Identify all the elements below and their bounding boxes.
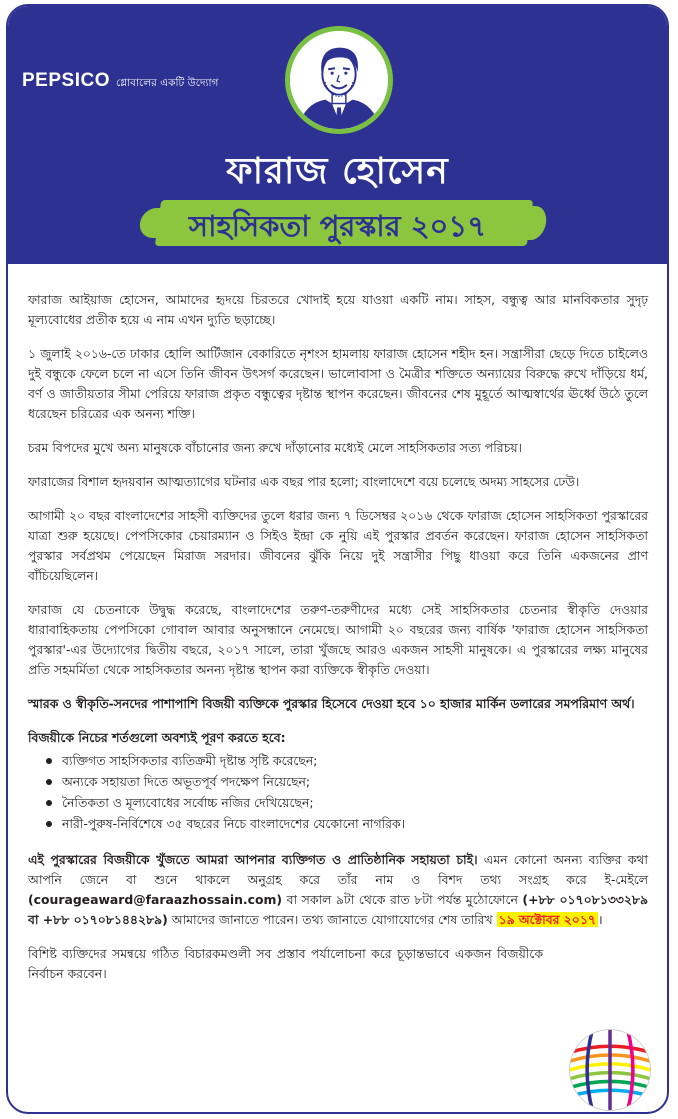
article-body xyxy=(28,290,648,998)
nomination-end: । xyxy=(597,912,603,927)
nomination-paragraph xyxy=(28,850,648,930)
faraaz-portrait-icon xyxy=(285,26,393,134)
pepsico-logo-text: PEPSICO xyxy=(22,70,110,91)
advertisement-frame xyxy=(6,4,669,1114)
story-paragraph: ১ জুলাই ২০১৬-তে ঢাকার হোলি আর্টিজান বেকারিতে নৃশংস হামলায় ফারাজ হোসেন শহীদ হন। সন্ত্রাসীরা ছেড়ে দিতে চাইলেও দুই বন্ধুকে ফেলে চলে না এসে তিনি জীবন উৎসর্গ করেছেন। ভালোবাসা ও মৈত্রীর শক্তিতে অন্যায়ের বিরুদ্ধে রুখে দাঁড়িয়ে ধর্ম, বর্ণ ও জাতীয়তার সীমা পেরিয়ে ফারাজ প্রকৃত বন্ধুত্বের দৃষ্টান্ত স্থাপন করেছেন। জীবনের শেষ মুহূর্তে আত্মস্বার্থের ঊর্ধ্বে উঠে তুলে ধরেছেন চরিত্রের এক অনন্য শক্তি। xyxy=(28,346,648,421)
anniversary-paragraph: ফারাজের বিশাল হৃদয়বান আত্মত্যাগের ঘটনার এক বছর পার হলো; বাংলাদেশে বয়ে চলেছে অদম্য সাহসের ঢেউ। xyxy=(28,474,580,489)
requirements-heading: বিজয়ীকে নিচের শর্তগুলো অবশ্যই পূরণ করতে হবে: xyxy=(28,730,286,745)
nomination-appeal: এই পুরস্কারের বিজয়ীকে খুঁজতে আমরা আপনার ব্যক্তিগত ও প্রাতিষ্ঠানিক সহায়তা চাই। xyxy=(28,852,478,867)
pepsico-tagline: গ্লোবালের একটি উদ্যোগ xyxy=(115,77,219,89)
courage-paragraph: চরম বিপদের মুখে অন্য মানুষকে বাঁচানোর জন্য রুখে দাঁড়ানোর মধ্যেই মেলে সাহসিকতার সত্য পরিচয়। xyxy=(28,440,522,455)
contact-email[interactable]: (courageaward@faraazhossain.com) xyxy=(28,892,283,907)
search-paragraph: ফারাজ যে চেতনাকে উদ্বুদ্ধ করেছে, বাংলাদেশের তরুণ-তরুণীদের মধ্যে সেই সাহসিকতার চেতনার স্বীকৃতি দেওয়ার ধারাবাহিকতায় পেপসিকো গোবাল আবার অনুসন্ধানে নেমেছে। আগামী ২০ বছরের জন্য বার্ষিক 'ফারাজ হোসেন সাহসিকতা পুরস্কার'-এর উদ্যোগের দ্বিতীয় বছরে, ২০১৭ সালে, তারা খুঁজছে আরও একজন সাহসী মানুষকে। এ পুরস্কারের লক্ষ্য মানুষের প্রতি সহমর্মিতা থেকে সাহসিকতার অনন্য দৃষ্টান্ত স্থাপন করা ব্যক্তিকে স্বীকৃতি দেওয়া। xyxy=(28,602,648,677)
nomination-text-c: আমাদের জানাতে পারেন। তথ্য জানাতে যোগাযোগের শেষ তারিখ xyxy=(167,912,497,927)
deadline-date: ১৯ অক্টোবর ২০১৭ xyxy=(498,912,596,927)
nomination-text-a: এমন কোনো অনন্য ব্যক্তির কথা আপনি জেনে বা শুনে থাকলে অনুগ্রহ করে তাঁর নাম ও বিশদ তথ্য সংগ্রহ করে ই-মেইলে xyxy=(28,852,648,887)
prize-paragraph: স্মারক ও স্বীকৃতি-সনদের পাশাপাশি বিজয়ী ব্যক্তিকে পুরস্কার হিসেবে দেওয়া হবে ১০ হাজার মার্কিন ডলারের সমপরিমাণ অর্থ। xyxy=(28,696,635,711)
pepsico-brand xyxy=(22,70,218,93)
jury-paragraph: বিশিষ্ট ব্যক্তিদের সমন্বয়ে গঠিত বিচারকমণ্ডলী সব প্রস্তাব পর্যালোচনা করে চূড়ান্তভাবে একজন বিজয়ীকে নির্বাচন করবেন। xyxy=(28,946,543,981)
pepsi-globe-icon xyxy=(566,1026,654,1114)
requirements-list xyxy=(46,750,648,834)
portrait-illustration xyxy=(290,31,388,129)
award-person-title: ফারাজ হোসেন xyxy=(226,151,449,192)
list-item: নারী-পুরুষ-নির্বিশেষে ৩৫ বছরের নিচে বাংলাদেশের যেকোনো নাগরিক। xyxy=(46,813,648,834)
intro-paragraph: ফারাজ আইয়াজ হোসেন, আমাদের হৃদয়ে চিরতরে খোদাই হয়ে যাওয়া একটি নাম। সাহস, বন্ধুত্ব আর মানবিকতার সুদৃঢ় মূল্যবোধের প্রতীক হয়ে এ নাম এখন দ্যুতি ছড়াচ্ছে। xyxy=(28,292,648,327)
list-item: ব্যক্তিগত সাহসিকতার ব্যতিক্রমী দৃষ্টান্ত সৃষ্টি করেছেন; xyxy=(46,750,648,771)
list-item: অন্যকে সহায়তা দিতে অভূতপূর্ব পদক্ষেপ নিয়েছেন; xyxy=(46,771,648,792)
contact-phones[interactable]: (+৮৮ ০১৭০৮১৩৩২৮৯ বা +৮৮ ০১৭০৮১৪৪২৮৯) xyxy=(28,892,648,927)
list-item: নৈতিকতা ও মূল্যবোধের সর্বোচ্চ নজির দেখিয়েছেন; xyxy=(46,792,648,813)
award-title: সাহসিকতা পুরস্কার ২০১৭ xyxy=(188,209,487,243)
nomination-text-b: বা সকাল ৯টা থেকে রাত ৮টা পর্যন্ত মুঠোফোনে xyxy=(282,892,523,907)
header-banner xyxy=(8,6,667,264)
award-history-paragraph: আগামী ২০ বছর বাংলাদেশের সাহসী ব্যক্তিদের তুলে ধরার জন্য ৭ ডিসেম্বর ২০১৬ থেকে ফারাজ হোসেন সাহসিকতা পুরস্কারের যাত্রা শুরু হয়েছে। পেপসিকোর চেয়ারম্যান ও সিইও ইন্দ্রা কে নুয়ি এই পুরস্কার প্রবর্তন করেছেন। ফারাজ হোসেন সাহসিকতা পুরস্কার সর্বপ্রথম পেয়েছেন মিরাজ সরদার। জীবনের ঝুঁকি নিয়ে দুই সন্ত্রাসীর পিছু ধাওয়া করে তিনি একজনের প্রাণ বাঁচিয়েছিলেন। xyxy=(28,508,648,583)
